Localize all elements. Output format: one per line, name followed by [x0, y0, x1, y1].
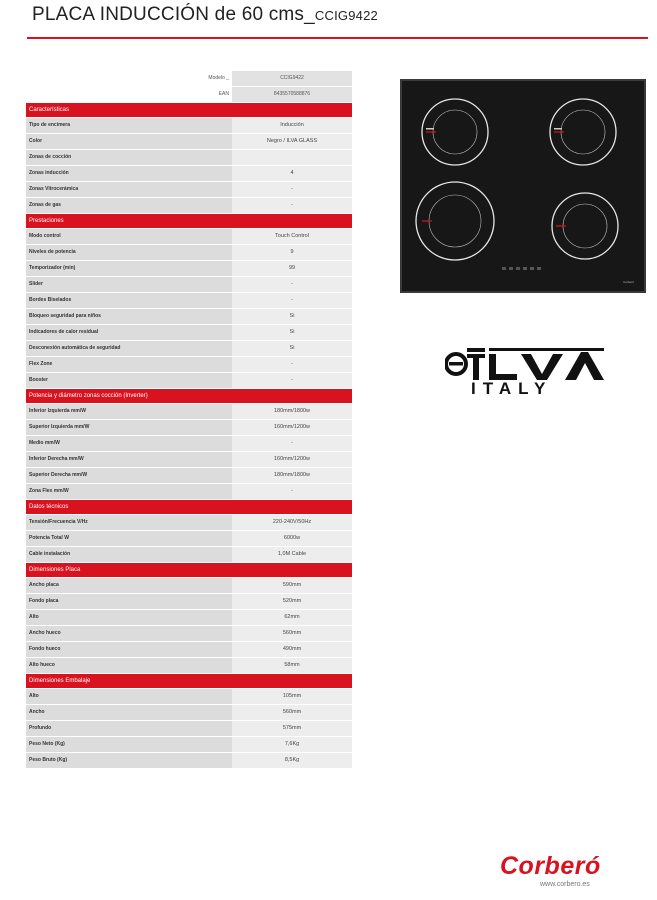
- spec-row: [26, 309, 352, 324]
- spec-value: 7,6Kg: [232, 737, 352, 752]
- model-label: Modelo _: [26, 71, 232, 86]
- spec-row: [26, 261, 352, 276]
- spec-value: -: [232, 293, 352, 308]
- spec-row: [26, 547, 352, 562]
- spec-label: Fondo placa: [26, 594, 232, 609]
- spec-label: Temporizador (min): [26, 261, 232, 276]
- spec-label: Modo control: [26, 229, 232, 244]
- spec-label: Ancho placa: [26, 578, 232, 593]
- section-title: Datos técnicos: [26, 500, 352, 514]
- spec-value: 575mm: [232, 721, 352, 736]
- spec-label: Bloqueo seguridad para niños: [26, 309, 232, 324]
- spec-label: Medio mm/W: [26, 436, 232, 451]
- spec-value: 105mm: [232, 689, 352, 704]
- spec-value: -: [232, 357, 352, 372]
- spec-label: Tensión/Frecuencia V/Hz: [26, 515, 232, 530]
- spec-label: Indicadores de calor residual: [26, 325, 232, 340]
- spec-value: 6000w: [232, 531, 352, 546]
- spec-label: Ancho: [26, 705, 232, 720]
- spec-value: 490mm: [232, 642, 352, 657]
- spec-value: [232, 150, 352, 165]
- spec-row: [26, 753, 352, 768]
- spec-label: Flex Zone: [26, 357, 232, 372]
- control-panel: [502, 267, 541, 270]
- model-value: CCIG9422: [232, 71, 352, 86]
- spec-value: 58mm: [232, 658, 352, 673]
- spec-row: [26, 689, 352, 704]
- spec-label: Tipo de encimera: [26, 118, 232, 133]
- spec-value: 160mm/1200w: [232, 452, 352, 467]
- spec-value: 590mm: [232, 578, 352, 593]
- title-divider: [27, 37, 648, 39]
- title-main: PLACA INDUCCIÓN de 60 cms_: [32, 4, 315, 25]
- spec-label: Alto: [26, 610, 232, 625]
- section-title: Potencia y diámetro zonas cocción (Inverter): [26, 389, 352, 403]
- spec-value: 560mm: [232, 626, 352, 641]
- spec-label: Zonas Vitrocerámica: [26, 182, 232, 197]
- spec-row: [26, 484, 352, 499]
- spec-row: [26, 198, 352, 213]
- spec-label: Desconexión automática de seguridad: [26, 341, 232, 356]
- spec-label: Fondo hueco: [26, 642, 232, 657]
- eilva-wordmark-icon: [445, 346, 605, 380]
- spec-label: Ancho hueco: [26, 626, 232, 641]
- spec-row: [26, 578, 352, 593]
- spec-label: Superior Izquierda mm/W: [26, 420, 232, 435]
- ean-value: 8435570588876: [232, 87, 352, 102]
- spec-row: [26, 737, 352, 752]
- spec-value: Si: [232, 309, 352, 324]
- spec-label: Slider: [26, 277, 232, 292]
- section-title: Prestaciones: [26, 214, 352, 228]
- spec-row: [26, 436, 352, 451]
- spec-value: Si: [232, 341, 352, 356]
- spec-value: 99: [232, 261, 352, 276]
- spec-value: 220-240V/50Hz: [232, 515, 352, 530]
- spec-label: Alto hueco: [26, 658, 232, 673]
- spec-label: Zonas de gas: [26, 198, 232, 213]
- spec-value: 180mm/1800w: [232, 468, 352, 483]
- spec-row: [26, 357, 352, 372]
- spec-label: Color: [26, 134, 232, 149]
- spec-row: [26, 293, 352, 308]
- spec-value: -: [232, 484, 352, 499]
- spec-label: Zona Flex mm/W: [26, 484, 232, 499]
- spec-value: 520mm: [232, 594, 352, 609]
- page-title: [32, 4, 378, 26]
- spec-row: [26, 150, 352, 165]
- spec-value: Si: [232, 325, 352, 340]
- spec-row: [26, 610, 352, 625]
- section-title: Dimensiones Placa: [26, 563, 352, 577]
- spec-value: -: [232, 182, 352, 197]
- spec-label: Booster: [26, 373, 232, 388]
- spec-value: Touch Control: [232, 229, 352, 244]
- section-title: Características: [26, 103, 352, 117]
- title-model-suffix: CCIG9422: [314, 8, 378, 23]
- spec-value: 560mm: [232, 705, 352, 720]
- spec-label: Bordes Biselados: [26, 293, 232, 308]
- corbero-logo: Corberó: [500, 852, 601, 880]
- spec-row: [26, 420, 352, 435]
- spec-row: [26, 341, 352, 356]
- spec-value: -: [232, 436, 352, 451]
- spec-row: [26, 373, 352, 388]
- spec-row: [26, 642, 352, 657]
- cooktop-brand-mark: Corberó: [623, 280, 634, 284]
- spec-label: Superior Derecha mm/W: [26, 468, 232, 483]
- spec-row: [26, 118, 352, 133]
- spec-value: 160mm/1200w: [232, 420, 352, 435]
- spec-row: [26, 721, 352, 736]
- spec-row: [26, 594, 352, 609]
- spec-value: 4: [232, 166, 352, 181]
- eilva-italy-logo: [445, 346, 605, 402]
- corbero-website[interactable]: www.corbero.es: [540, 881, 590, 888]
- spec-value: Negro / ILVA GLASS: [232, 134, 352, 149]
- spec-row: [26, 626, 352, 641]
- spec-label: Peso Bruto (Kg): [26, 753, 232, 768]
- spec-row: [26, 705, 352, 720]
- spec-row: [26, 166, 352, 181]
- spec-row: [26, 182, 352, 197]
- spec-row: [26, 515, 352, 530]
- spec-value: -: [232, 198, 352, 213]
- spec-label: Inferior Derecha mm/W: [26, 452, 232, 467]
- model-row: [26, 71, 352, 86]
- spec-row: [26, 658, 352, 673]
- spec-label: Cable instalación: [26, 547, 232, 562]
- spec-label: Peso Neto (Kg): [26, 737, 232, 752]
- spec-row: [26, 245, 352, 260]
- spec-value: 62mm: [232, 610, 352, 625]
- spec-label: Zonas de cocción: [26, 150, 232, 165]
- spec-value: 8,5Kg: [232, 753, 352, 768]
- spec-row: [26, 229, 352, 244]
- spec-row: [26, 325, 352, 340]
- ean-row: [26, 87, 352, 102]
- spec-row: [26, 404, 352, 419]
- spec-label: Zonas inducción: [26, 166, 232, 181]
- ean-label: EAN: [26, 87, 232, 102]
- section-title: Dimensiones Embalaje: [26, 674, 352, 688]
- spec-row: [26, 134, 352, 149]
- spec-label: Inferior Izquierda mm/W: [26, 404, 232, 419]
- spec-value: 9: [232, 245, 352, 260]
- cooktop-product-image: [400, 79, 646, 293]
- spec-label: Alto: [26, 689, 232, 704]
- spec-row: [26, 531, 352, 546]
- spec-row: [26, 277, 352, 292]
- spec-value: -: [232, 373, 352, 388]
- spec-value: Inducción: [232, 118, 352, 133]
- spec-label: Niveles de potencia: [26, 245, 232, 260]
- spec-label: Potencia Total W: [26, 531, 232, 546]
- eilva-subtitle: ITALY: [471, 379, 553, 398]
- spec-value: 1,0M Cable: [232, 547, 352, 562]
- spec-row: [26, 452, 352, 467]
- spec-label: Profundo: [26, 721, 232, 736]
- spec-row: [26, 468, 352, 483]
- cooktop-burners: [402, 81, 644, 291]
- spec-table: [26, 102, 352, 768]
- spec-value: 180mm/1800w: [232, 404, 352, 419]
- spec-value: -: [232, 277, 352, 292]
